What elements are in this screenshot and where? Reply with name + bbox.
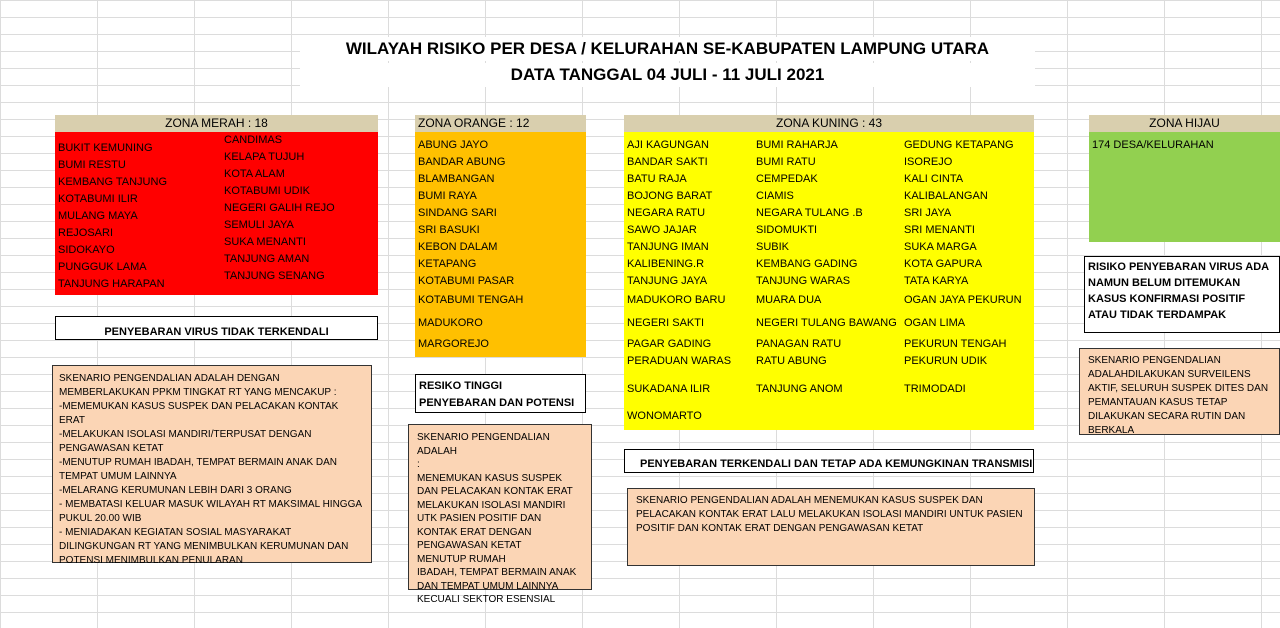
village-name: KEMBANG GADING (756, 258, 858, 270)
village-name: NEGERI SAKTI (627, 317, 705, 329)
village-name: BATU RAJA (627, 173, 687, 185)
village-name: GEDUNG KETAPANG (904, 139, 1014, 151)
village-name: KOTABUMI ILIR (58, 193, 138, 205)
village-name: NEGARA TULANG .B (756, 207, 863, 219)
village-name: MADUKORO BARU (627, 294, 726, 306)
village-name: PERADUAN WARAS (627, 355, 732, 367)
village-name: PAGAR GADING (627, 338, 712, 350)
village-name: CEMPEDAK (756, 173, 818, 185)
page-subtitle: DATA TANGGAL 04 JULI - 11 JULI 2021 (300, 63, 1035, 87)
village-name: SEMULI JAYA (224, 219, 294, 231)
zona-merah-list-2 (224, 132, 335, 285)
village-name: BOJONG BARAT (627, 190, 713, 202)
village-name: KALIBENING.R (627, 258, 705, 270)
zona-kuning-list-3 (904, 137, 1022, 398)
village-name: SUKA MENANTI (224, 236, 306, 248)
village-name: SRI BASUKI (418, 224, 480, 236)
village-name: TRIMODADI (904, 383, 966, 395)
zona-orange-scenario: SKENARIO PENGENDALIAN ADALAH : MENEMUKAN KASUS SUSPEK DAN PELACAKAN KONTAK ERAT MELAKUKAN ISOLASI MANDIRI UTK PASIEN POSITIF DAN KONTAK ERAT DENGAN PENGAWASAN KETAT MENUTUP RUMAH IBADAH, TEMPAT BERMAIN ANAK DAN TEMPAT UMUM LAINNYA KECUALI SEKTOR ESENSIAL (408, 424, 592, 590)
zona-orange-block (415, 132, 586, 357)
zona-merah-header: ZONA MERAH : 18 (55, 115, 378, 132)
village-name: BANDAR SAKTI (627, 156, 708, 168)
village-name: PEKURUN UDIK (904, 355, 988, 367)
zona-kuning-list-1 (627, 137, 731, 425)
village-name: SUKADANA ILIR (627, 383, 711, 395)
zona-kuning-status: PENYEBARAN TERKENDALI DAN TETAP ADA KEMUNGKINAN TRANSMISI (624, 449, 1034, 473)
village-name: OGAN JAYA PEKURUN (904, 294, 1022, 306)
village-name: MUARA DUA (756, 294, 822, 306)
village-name: PEKURUN TENGAH (904, 338, 1007, 350)
village-name: ABUNG JAYO (418, 139, 489, 151)
village-name: BUMI RATU (756, 156, 816, 168)
village-name: SINDANG SARI (418, 207, 497, 219)
zona-hijau-scenario: SKENARIO PENGENDALIAN ADALAHDILAKUKAN SURVEILENS AKTIF, SELURUH SUSPEK DITES DAN PEMANTAUAN KASUS TETAP DILAKUKAN SECARA RUTIN DAN BERKALA (1079, 348, 1280, 435)
village-name: BUMI RAHARJA (756, 139, 838, 151)
village-name: WONOMARTO (627, 410, 702, 422)
village-name: CANDIMAS (224, 134, 283, 146)
zona-hijau-status: RISIKO PENYEBARAN VIRUS ADA NAMUN BELUM DITEMUKAN KASUS KONFIRMASI POSITIF ATAU TIDAK TERDAMPAK (1084, 256, 1280, 333)
zona-hijau-block: 174 DESA/KELURAHAN (1089, 132, 1280, 242)
village-name: ISOREJO (904, 156, 953, 168)
village-name: REJOSARI (58, 227, 114, 239)
zona-merah-list-1 (58, 140, 167, 293)
village-name: TANJUNG IMAN (627, 241, 709, 253)
village-name: NEGARA RATU (627, 207, 706, 219)
village-name: MARGOREJO (418, 338, 489, 350)
village-name: SAWO JAJAR (627, 224, 697, 236)
village-name: SRI MENANTI (904, 224, 975, 236)
village-name: TANJUNG SENANG (224, 270, 325, 282)
village-name: KOTABUMI UDIK (224, 185, 310, 197)
village-name: SRI JAYA (904, 207, 952, 219)
village-name: BANDAR ABUNG (418, 156, 506, 168)
zona-kuning-header: ZONA KUNING : 43 (624, 115, 1034, 132)
village-name: KEMBANG TANJUNG (58, 176, 167, 188)
village-name: NEGERI TULANG BAWANG (756, 317, 897, 329)
zona-orange-header: ZONA ORANGE : 12 (415, 115, 586, 132)
zona-orange-list (418, 137, 523, 353)
zona-hijau-header: ZONA HIJAU (1089, 115, 1280, 132)
village-name: AJI KAGUNGAN (627, 139, 709, 151)
village-name: BUKIT KEMUNING (58, 142, 153, 154)
zona-kuning-block (624, 132, 1034, 430)
village-name: KOTABUMI TENGAH (418, 294, 524, 306)
village-name: RATU ABUNG (756, 355, 827, 367)
village-name: KEBON DALAM (418, 241, 498, 253)
village-name: CIAMIS (756, 190, 794, 202)
zona-merah-scenario: SKENARIO PENGENDALIAN ADALAH DENGAN MEMBERLAKUKAN PPKM TINGKAT RT YANG MENCAKUP : -MEMEMUKAN KASUS SUSPEK DAN PELACAKAN KONTAK ERAT -MELAKUKAN ISOLASI MANDIRI/TERPUSAT DENGAN PENGAWASAN KETAT -MENUTUP RUMAH IBADAH, TEMPAT BERMAIN ANAK DAN TEMPAT UMUM LAINNYA -MELARANG KERUMUNAN LEBIH DARI 3 ORANG - MEMBATASI KELUAR MASUK WILAYAH RT MAKSIMAL HINGGA PUKUL 20.00 WIB - MENIADAKAN KEGIATAN SOSIAL MASYARAKAT DILINGKUNGAN RT YANG MENIMBULKAN KERUMUNAN DAN POTENSI MENIMBULKAN PENULARAN (52, 365, 372, 563)
village-name: SUKA MARGA (904, 241, 977, 253)
village-name: KALIBALANGAN (904, 190, 988, 202)
village-name: SUBIK (756, 241, 790, 253)
village-name: KOTA ALAM (224, 168, 285, 180)
village-name: MADUKORO (418, 317, 483, 329)
village-name: TANJUNG HARAPAN (58, 278, 165, 290)
village-name: KOTABUMI PASAR (418, 275, 515, 287)
page-title: WILAYAH RISIKO PER DESA / KELURAHAN SE-KABUPATEN LAMPUNG UTARA (300, 37, 1035, 61)
village-name: BLAMBANGAN (418, 173, 495, 185)
village-name: KETAPANG (418, 258, 477, 270)
village-name: BUMI RAYA (418, 190, 477, 202)
zona-merah-block (55, 132, 378, 295)
village-name: TATA KARYA (904, 275, 969, 287)
village-name: NEGERI GALIH REJO (224, 202, 335, 214)
village-name: KELAPA TUJUH (224, 151, 305, 163)
village-name: TANJUNG ANOM (756, 383, 843, 395)
village-name: BUMI RESTU (58, 159, 126, 171)
village-name: SIDOKAYO (58, 244, 115, 256)
village-name: TANJUNG AMAN (224, 253, 310, 265)
zona-kuning-scenario: SKENARIO PENGENDALIAN ADALAH MENEMUKAN KASUS SUSPEK DAN PELACAKAN KONTAK ERAT LALU MELAKUKAN ISOLASI MANDIRI UNTUK PASIEN POSITIF DAN KONTAK ERAT DENGAN PENGAWASAN KETAT (627, 488, 1035, 566)
village-name: PANAGAN RATU (756, 338, 842, 350)
village-name: KALI CINTA (904, 173, 964, 185)
village-name: TANJUNG WARAS (756, 275, 851, 287)
village-name: KOTA GAPURA (904, 258, 983, 270)
village-name: MULANG MAYA (58, 210, 138, 222)
village-name: PUNGGUK LAMA (58, 261, 147, 273)
village-name: OGAN LIMA (904, 317, 966, 329)
zona-orange-status: RESIKO TINGGI PENYEBARAN DAN POTENSI (415, 374, 586, 413)
zona-merah-status: PENYEBARAN VIRUS TIDAK TERKENDALI (55, 316, 378, 340)
zona-kuning-list-2 (756, 137, 897, 398)
village-name: SIDOMUKTI (756, 224, 818, 236)
village-name: TANJUNG JAYA (627, 275, 708, 287)
